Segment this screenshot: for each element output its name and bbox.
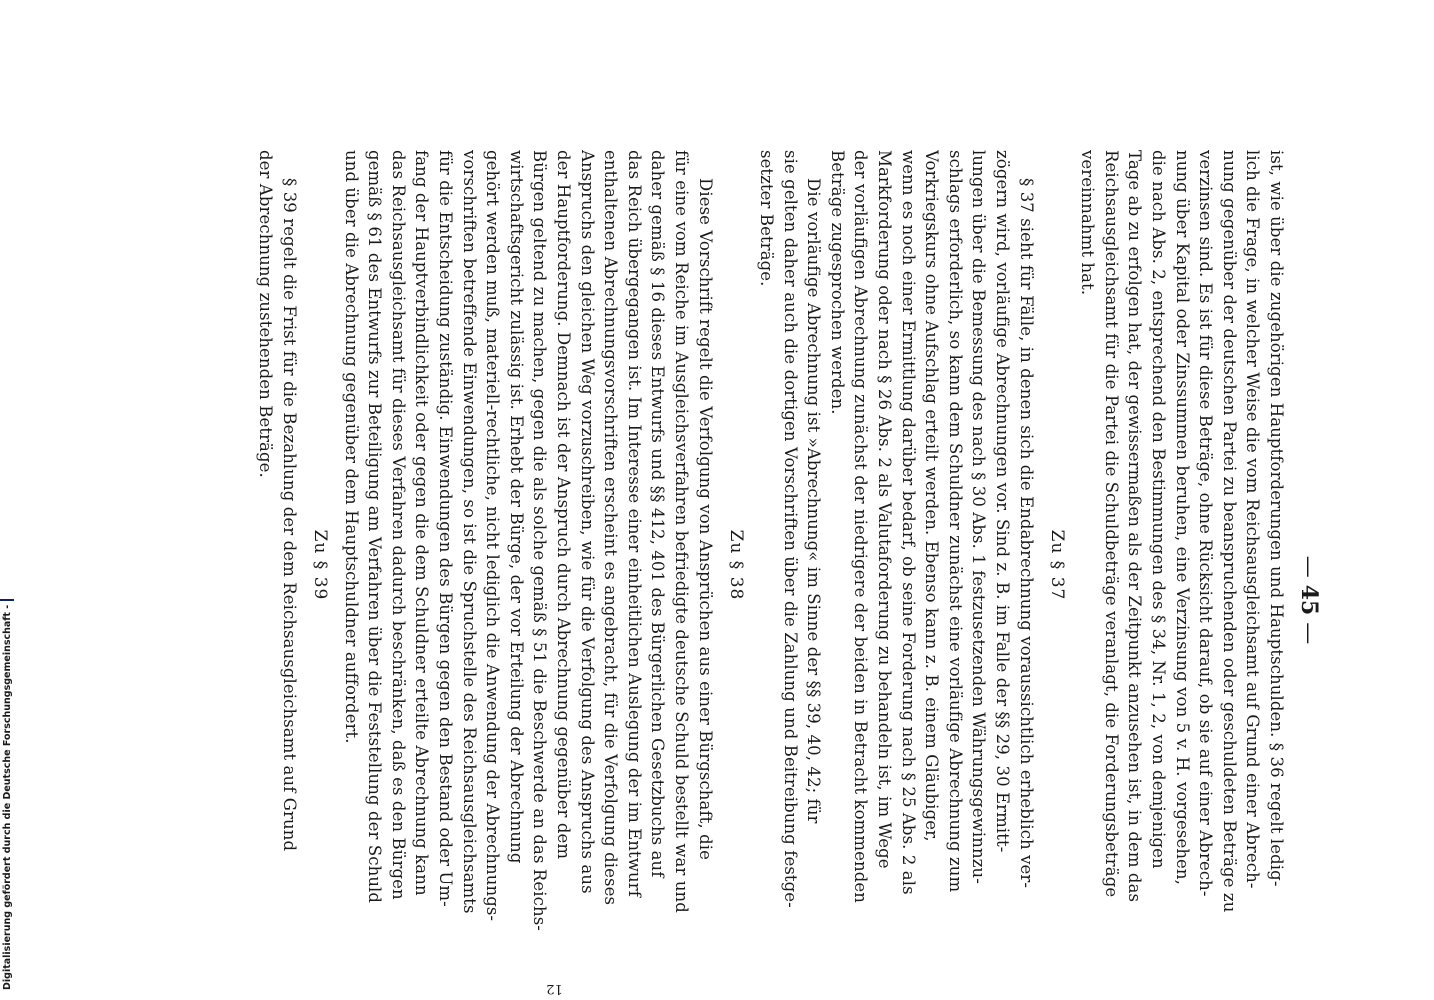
text-line: nung über Kapital oder Zinssummen beruhen, eine Verzinsung von 5 v. H. vorgesehen, xyxy=(1172,150,1192,885)
digitization-credit xyxy=(0,604,14,990)
text-line: das Reich übergegangen ist. Im Interesse einer einheitlichen Auslegung der im Entwurf xyxy=(624,150,644,897)
text-line: setzter Beträge. xyxy=(757,150,777,287)
sheet-number: 12 xyxy=(546,980,563,996)
section-heading-38: Zu § 38 xyxy=(725,529,746,601)
text-line: vereinnahmt hat. xyxy=(1078,150,1098,296)
text-line: und über die Abrechnung gegenüber dem Hauptschuldner auffordert. xyxy=(341,150,361,744)
text-line: gemäß § 61 des Entwurfs zur Beteiligung am Verfahren über die Feststellung der Schuld xyxy=(365,150,385,904)
text-line: schlags erforderlich, so kann dem Schuldner zunächst eine vorläufige Abrechnung zum xyxy=(945,150,965,893)
text-line: vorschriften betreffende Einwendungen, so ist die Spruchstelle des Reichsausgleichsamts xyxy=(459,150,479,914)
text-line: Tage ab zu erfolgen hat, der gewissermaßen als der Zeitpunkt anzusehen ist, in dem das xyxy=(1125,150,1145,903)
credit-text: Digitalisierung gefördert durch die Deutsche Forschungsgemeinschaft - xyxy=(1,604,13,990)
text-line: wirtschaftsgericht zulässig ist. Erhebt der Bürge, der vor Erteilung der Abrechnung xyxy=(506,150,526,864)
rotated-page xyxy=(172,150,1322,996)
text-line: sie gelten daher auch die dortigen Vorschriften über die Zahlung und Beitreibung festge- xyxy=(780,150,800,908)
text-line: Anspruchs den gleichen Weg vorzuschreiben, wie für die Verfolgung des Anspruchs aus xyxy=(577,150,597,894)
text-line: die nach Abs. 2, entsprechend den Bestimmungen des § 34, Nr. 1, 2, von demjenigen xyxy=(1149,150,1169,869)
text-line: Reichsausgleichsamt für die Partei die Schuldbeträge veranlagt, die Forderungsbeträge xyxy=(1101,150,1121,898)
text-line: Diese Vorschrift regelt die Verfolgung von Ansprüchen aus einer Bürgschaft, die xyxy=(695,178,715,860)
text-line: verzinsen sind. Es ist für diese Beträge, ohne Rücksicht darauf, ob sie auf einer Abrech- xyxy=(1196,150,1216,897)
text-line: für die Entscheidung zuständig. Einwendungen des Bürgen gegen den Bestand oder Um- xyxy=(436,150,455,907)
text-line: lungen über die Bemessung des nach § 30 Abs. 1 festzusetzenden Währungsgewinnzu- xyxy=(969,150,989,884)
dfg-logo-icon xyxy=(0,599,14,601)
text-line: daher gemäß § 16 dieses Entwurfs und §§ 412, 401 des Bürgerlichen Gesetzbuchs auf xyxy=(648,150,668,878)
section-heading-39: Zu § 39 xyxy=(310,529,331,601)
text-line: für eine vom Reiche im Ausgleichsverfahren befriedigte deutsche Schuld bestellt war und xyxy=(671,150,691,913)
text-line: fang der Hauptverbindlichkeit oder gegen die dem Schuldner erteilte Abrechnung kann xyxy=(412,150,432,896)
text-line: ist, wie über die zugehörigen Hauptforderungen und Hauptschulden. § 36 regelt ledig- xyxy=(1267,150,1286,887)
text-line: zögern wird, vorläufige Abrechnungen vor. Sind z. B. im Falle der §§ 29, 30 Ermitt- xyxy=(993,150,1013,853)
text-line: Die vorläufige Abrechnung ist »Abrechnung« im Sinne der §§ 39, 40, 42; für xyxy=(804,178,824,824)
text-line: Markforderung oder nach § 26 Abs. 2 als Valutaforderung zu behandeln ist, im Wege xyxy=(875,150,895,869)
text-line: das Reichsausgleichsamt für dieses Verfahren dadurch beschränken, daß es den Bürgen xyxy=(388,150,408,900)
section-heading-37: Zu § 37 xyxy=(1046,529,1067,601)
text-line: der Abrechnung zustehenden Beträge. xyxy=(256,150,276,478)
text-line: § 37 sieht für Fälle, in denen sich die Endabrechnung voraussichtlich erheblich ver- xyxy=(1016,178,1036,889)
body-text xyxy=(254,150,1288,980)
page-number: — 45 — xyxy=(1296,540,1322,660)
text-line: nung gegenüber der deutschen Partei zu beanspruchenden oder geschuldeten Beträge zu xyxy=(1219,150,1239,913)
text-line: der Hauptforderung. Demnach ist der Anspruch durch Abrechnung gegenüber dem xyxy=(553,150,573,860)
text-line: Bürgen geltend zu machen, gegen die als solche gemäß § 51 die Beschwerde an das Reichs- xyxy=(530,150,550,931)
text-line: § 39 regelt die Frist für die Bezahlung der dem Reichsausgleichsamt auf Grund xyxy=(280,178,300,852)
text-line: enthaltenen Abrechnungsvorschriften erscheint es angebracht, für die Verfolgung dieses xyxy=(601,150,621,906)
text-line: lich die Frage, in welcher Weise die vom Reichsausgleichsamt auf Grund einer Abrech- xyxy=(1243,150,1263,889)
text-line: der vorläufigen Abrechnung zunächst der niedrigere der beiden in Betracht kommenden xyxy=(851,150,871,903)
text-line: Vorkriegskurs ohne Aufschlag erteilt werden. Ebenso kann z. B. einem Gläubiger, xyxy=(922,150,942,842)
text-line: Beträge zugesprochen werden. xyxy=(827,150,847,415)
text-line: wenn es noch einer Ermittlung darüber bedarf, ob seine Forderung nach § 25 Abs. 2 als xyxy=(898,150,918,895)
text-line: gehört werden muß, materiell-rechtliche, nicht lediglich die Anwendung der Abrechnungs- xyxy=(483,150,503,922)
